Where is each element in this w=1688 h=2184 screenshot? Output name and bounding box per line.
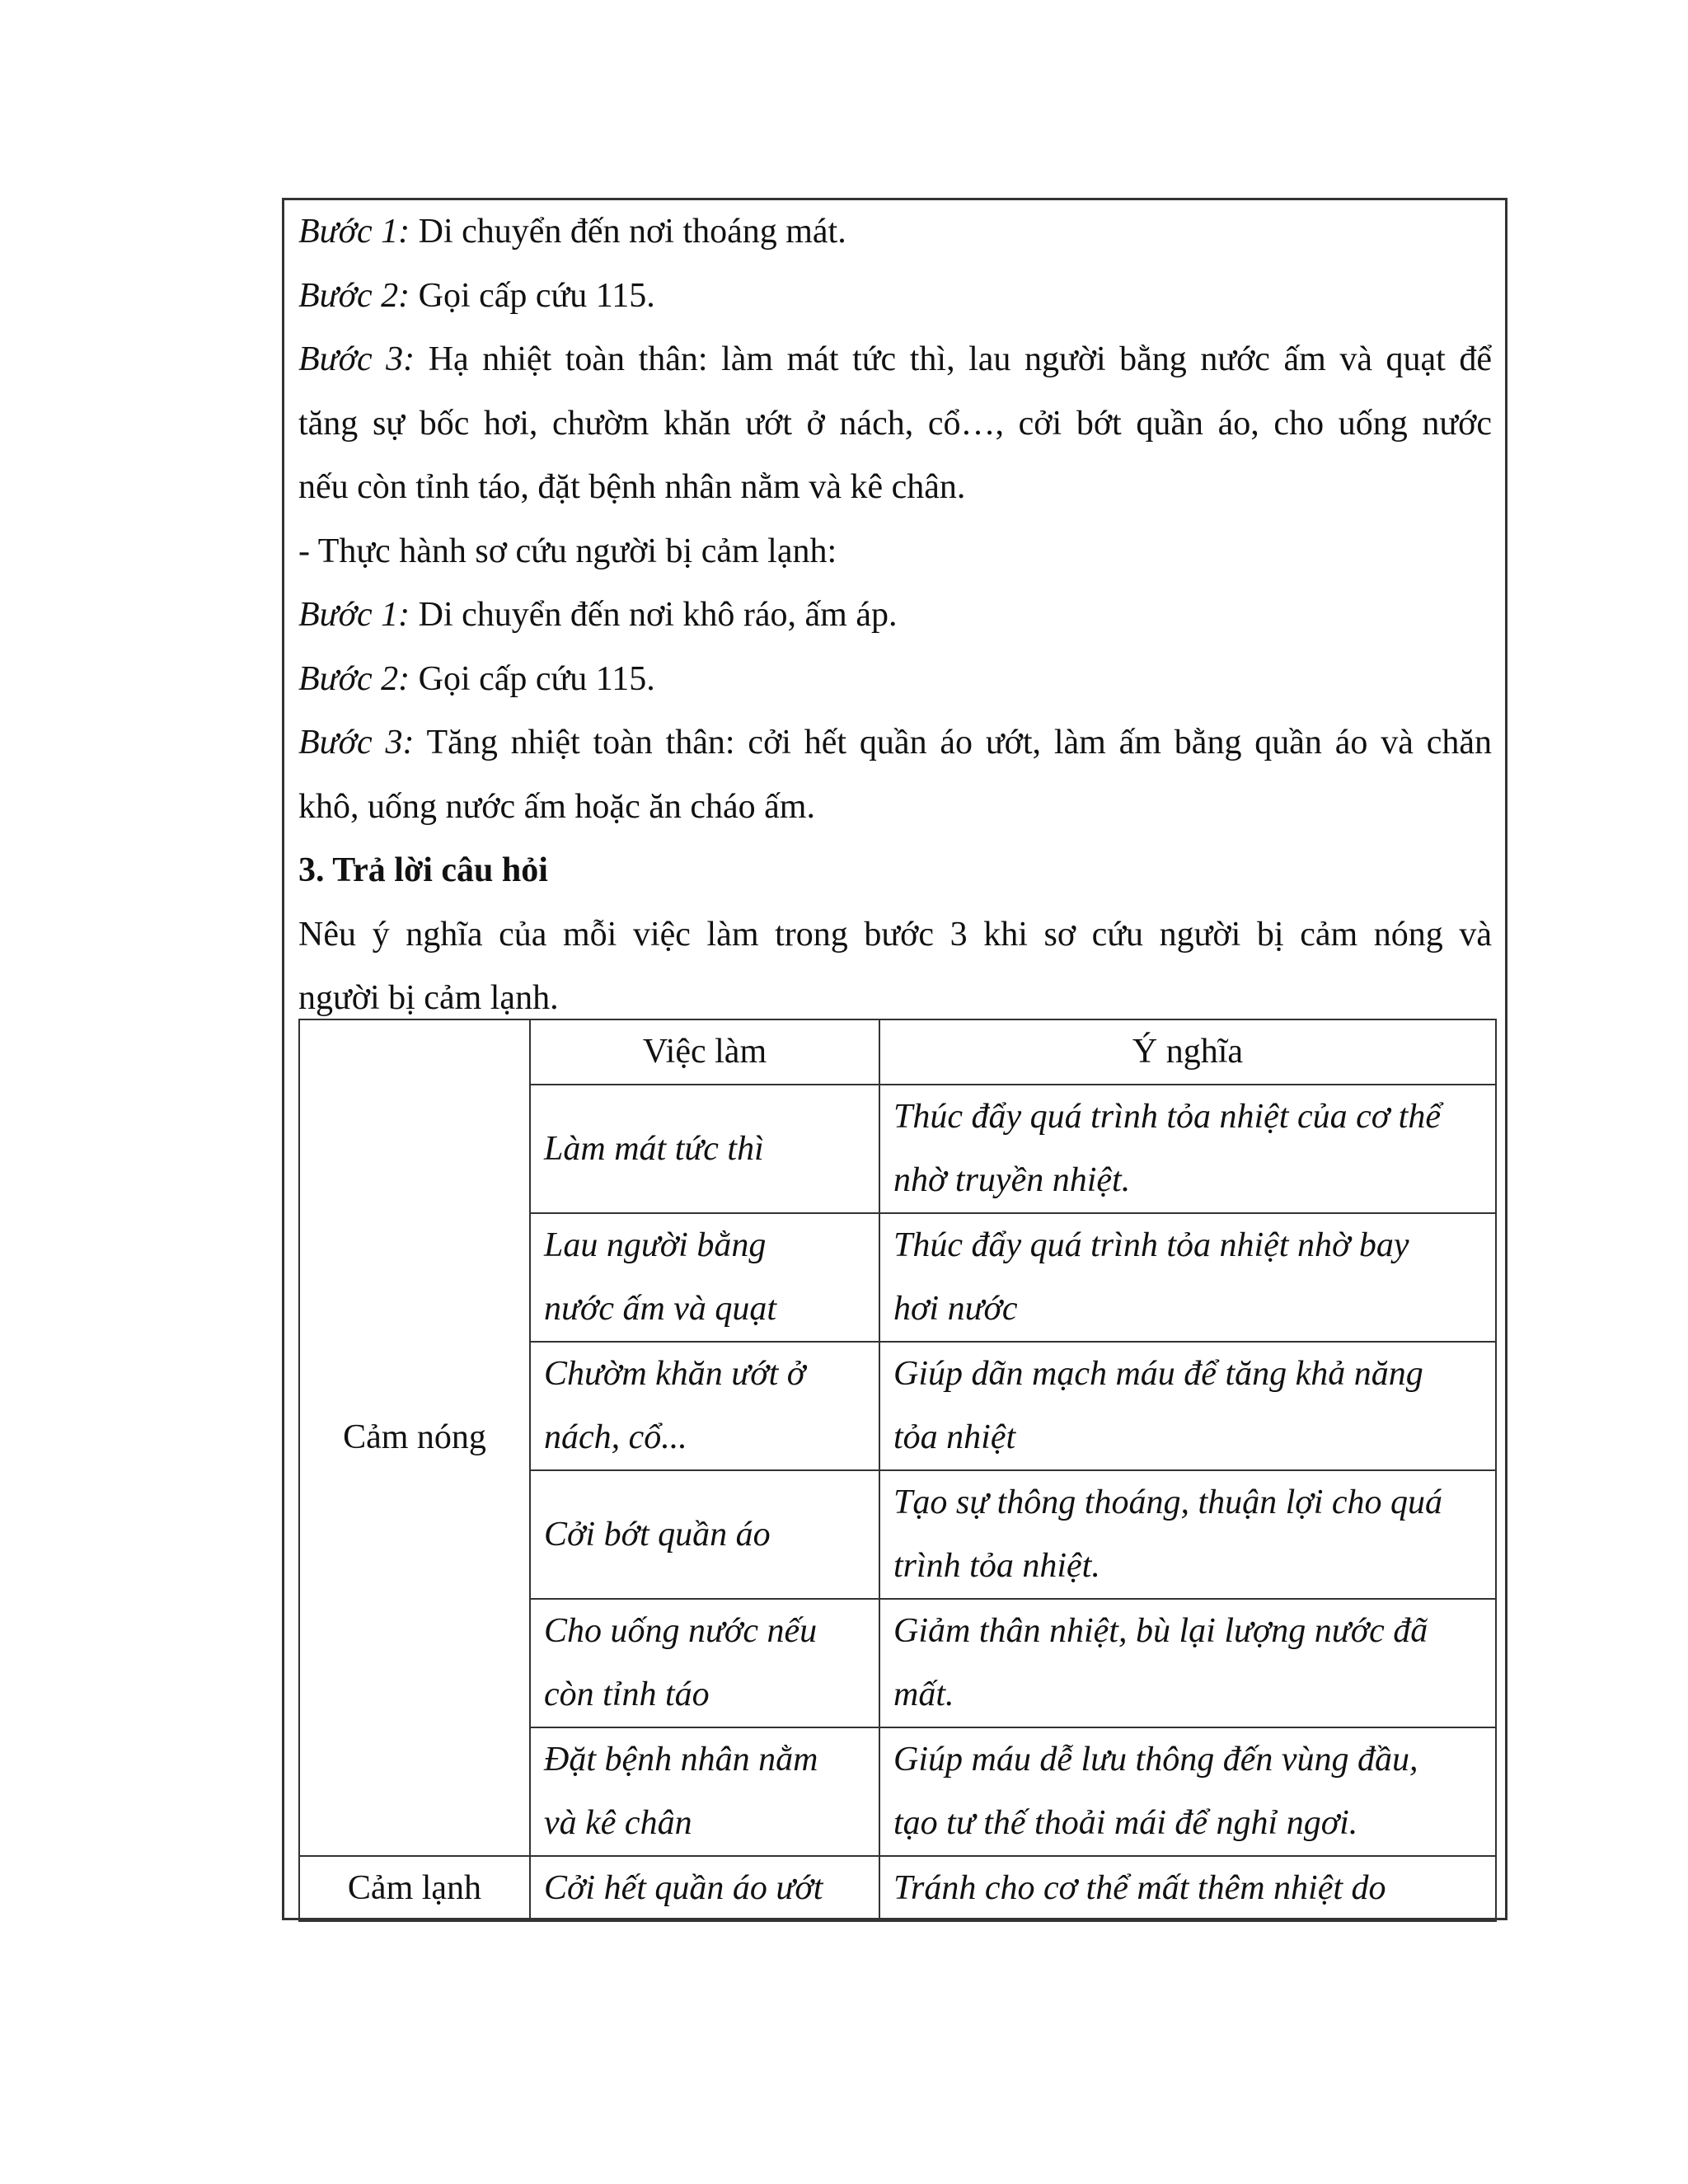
group-cell-cold: Cảm lạnh — [299, 1856, 530, 1921]
meaning-text: Tránh cho cơ thể mất thêm nhiệt do — [893, 1869, 1386, 1907]
meaning-cell — [879, 1085, 1496, 1213]
action-cell — [530, 1213, 879, 1342]
action-text: Chườm khăn ướt ở — [544, 1355, 806, 1393]
meaning-text: trình tỏa nhiệt. — [893, 1547, 1100, 1585]
meaning-text: Giảm thân nhiệt, bù lại lượng nước đã — [893, 1612, 1428, 1650]
action-cell — [530, 1342, 879, 1470]
action-text: Cởi bớt quần áo — [544, 1515, 771, 1554]
meaning-text: Tạo sự thông thoáng, thuận lợi cho quá — [893, 1483, 1443, 1521]
step-text: Gọi cấp cứu 115. — [410, 659, 655, 698]
action-text: Làm mát tức thì — [544, 1129, 764, 1168]
meaning-cell — [879, 1470, 1496, 1599]
meaning-text: tạo tư thế thoải mái để nghỉ ngơi. — [893, 1804, 1358, 1842]
hot-step-2 — [298, 265, 1492, 329]
action-text: và kê chân — [544, 1804, 692, 1842]
section-heading: 3. Trả lời câu hỏi — [298, 851, 548, 889]
header-action: Việc làm — [530, 1019, 879, 1085]
hot-step-1 — [298, 200, 1492, 265]
meaning-cell — [879, 1342, 1496, 1470]
meaning-cell — [879, 1599, 1496, 1727]
cold-intro: - Thực hành sơ cứu người bị cảm lạnh: — [298, 532, 837, 570]
cold-step-2 — [298, 648, 1492, 712]
meaning-cell — [879, 1856, 1496, 1921]
meaning-cell — [879, 1213, 1496, 1342]
group-cell-hot: Cảm nóng — [299, 1019, 530, 1856]
step-text: Gọi cấp cứu 115. — [410, 276, 655, 315]
meaning-text: nhờ truyền nhiệt. — [893, 1161, 1131, 1199]
action-cell — [530, 1599, 879, 1727]
meaning-text: Thúc đẩy quá trình tỏa nhiệt nhờ bay — [893, 1226, 1409, 1264]
action-cell — [530, 1085, 879, 1213]
cold-step-3-line-2: khô, uống nước ấm hoặc ăn cháo ấm. — [298, 787, 815, 826]
cold-step-1 — [298, 583, 1492, 648]
step-label: Bước 2: — [298, 659, 410, 698]
question-line-1: Nêu ý nghĩa của mỗi việc làm trong bước 3 khi sơ cứu người bị cảm nóng và — [298, 915, 1492, 954]
step-label: Bước 1: — [298, 213, 410, 251]
action-text: Đặt bệnh nhân nằm — [544, 1741, 818, 1779]
action-text: Cởi hết quần áo ướt — [544, 1869, 823, 1907]
step-text: Di chuyển đến nơi thoáng mát. — [410, 213, 846, 251]
table-header-row — [299, 1019, 1496, 1085]
meaning-text: mất. — [893, 1675, 954, 1713]
action-cell — [530, 1856, 879, 1921]
hot-step-3-line-1 — [298, 328, 1492, 392]
step-label: Bước 2: — [298, 276, 410, 315]
header-meaning: Ý nghĩa — [879, 1019, 1496, 1085]
document-body — [298, 200, 1492, 1031]
meaning-cell — [879, 1727, 1496, 1856]
hot-step-3-line-3: nếu còn tỉnh táo, đặt bệnh nhân nằm và kê chân. — [298, 468, 966, 506]
action-text: còn tỉnh táo — [544, 1675, 710, 1713]
answer-table — [298, 1019, 1497, 1922]
step-label: Bước 1: — [298, 596, 410, 634]
action-cell — [530, 1470, 879, 1599]
meaning-text: Giúp máu dễ lưu thông đến vùng đầu, — [893, 1741, 1418, 1779]
table-row — [299, 1856, 1496, 1921]
step-label: Bước 3: — [298, 340, 415, 378]
step-text: Hạ nhiệt toàn thân: làm mát tức thì, lau người bằng nước ấm và quạt để — [415, 340, 1493, 378]
question-line-2: người bị cảm lạnh. — [298, 979, 559, 1017]
step-label: Bước 3: — [298, 724, 415, 762]
action-cell — [530, 1727, 879, 1856]
hot-step-3-line-2: tăng sự bốc hơi, chườm khăn ướt ở nách, cổ…, cởi bớt quần áo, cho uống nước — [298, 404, 1492, 443]
meaning-text: Thúc đẩy quá trình tỏa nhiệt của cơ thể — [893, 1098, 1441, 1136]
action-text: nước ấm và quạt — [544, 1290, 777, 1328]
action-text: Lau người bằng — [544, 1226, 767, 1264]
step-text: Di chuyển đến nơi khô ráo, ấm áp. — [410, 596, 898, 634]
action-text: nách, cổ... — [544, 1418, 687, 1456]
meaning-text: hơi nước — [893, 1290, 1018, 1328]
meaning-text: Giúp dãn mạch máu để tăng khả năng — [893, 1355, 1423, 1393]
step-text: Tăng nhiệt toàn thân: cởi hết quần áo ướt, làm ấm bằng quần áo và chăn — [414, 724, 1492, 762]
meaning-text: tỏa nhiệt — [893, 1418, 1016, 1456]
cold-step-3-line-1 — [298, 711, 1492, 776]
content-frame — [282, 198, 1507, 1920]
action-text: Cho uống nước nếu — [544, 1612, 818, 1650]
